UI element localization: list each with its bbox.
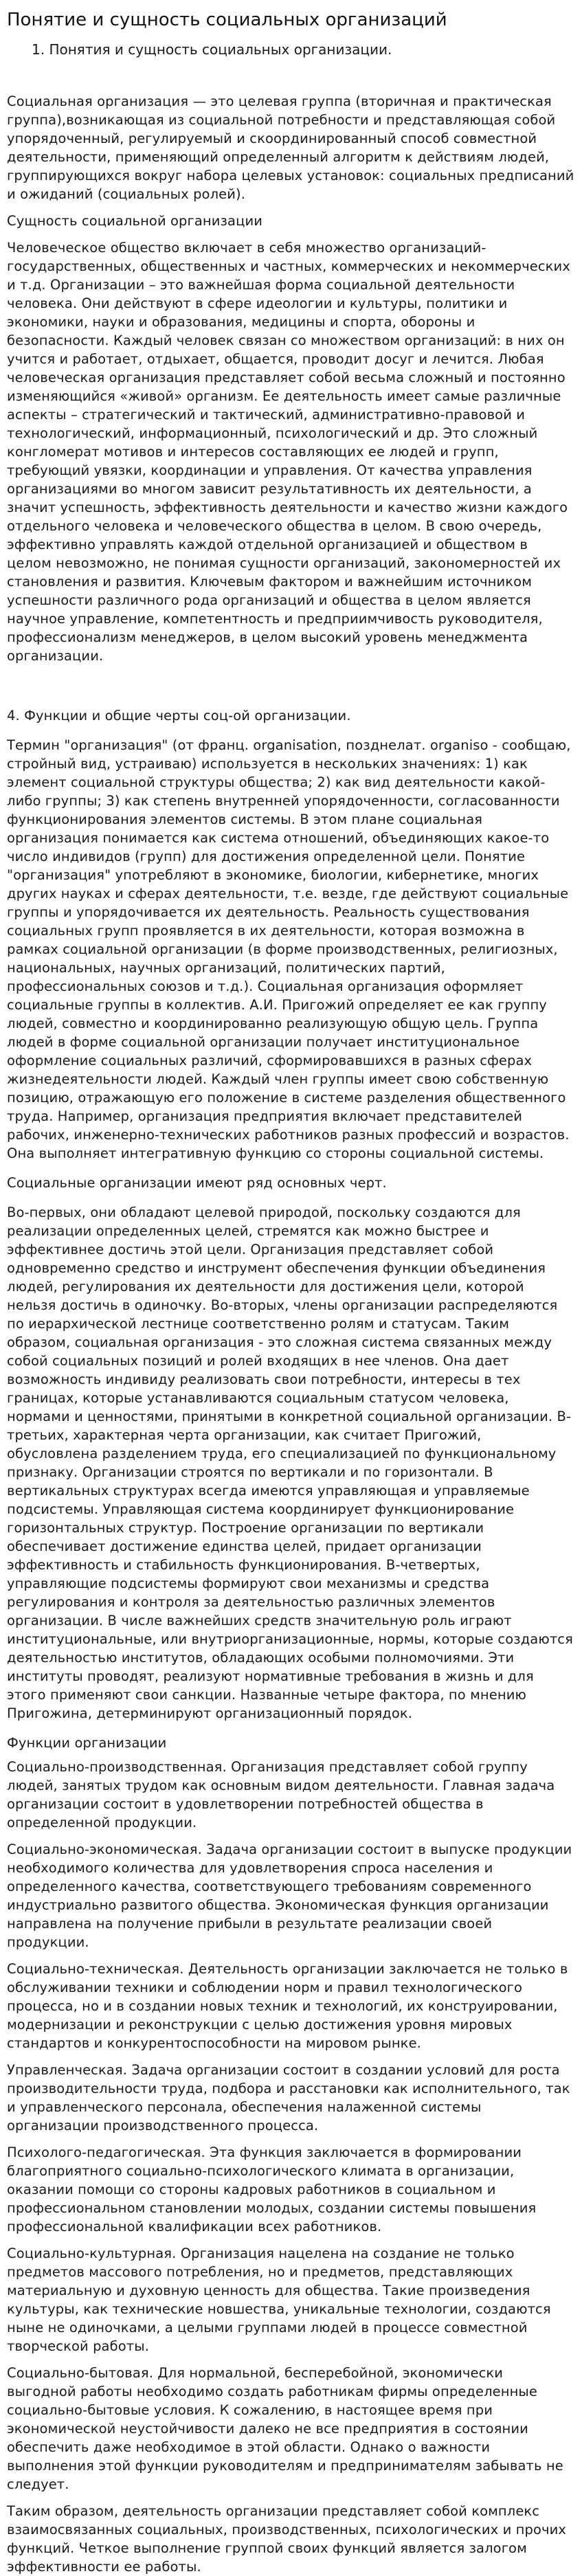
function-psychological: Психолого-педагогическая. Эта функция заключается в формировании благоприятного социально-психологического климата в организации, оказании помощи со стороны кадровых работников в социальном и профессиональном становлении молодых, создании системы повышения профессиональной квалификации всех работников. bbox=[7, 2144, 537, 2235]
function-technical: Социально-техническая. Деятельность организации заключается не только в обслуживании техники и соблюдении норм и правил технологического процесса, но и в создании новых техник и технологий, их конструировании, модернизации и реконструкции с целью достижения уровня мировых стандартов и конкурентоспособности на мировом рынке. bbox=[7, 1961, 568, 2051]
term-paragraph: Термин "организация" (от франц. organisation, позднелат. organiso - сообщаю, стройный вид, устраиваю) используется в нескольких значениях: 1) как элемент социальной структуры общества; 2) как вид деятельности какой-либо группы; 3) как степень внутренней упорядоченности, согласованности функционирования элементов системы. В этом плане социальная организация понимается как система отношений, объединяющих какое-то число индивидов (групп) для достижения определенной цели. Понятие "организация" употребляют в экономике, биологии, кибернетике, многих других науках и сферах деятельности, т.е. везде, где действуют социальные группы и упорядочивается их деятельность. Реальность существования социальных групп проявляется в их деятельности, которая возможна в рамках социальной организации (в форме производственных, религиозных, национальных, научных организаций, политических партий, профессиональных союзов и т.д.). Социальная организация оформляет социальные группы в коллектив. А.И. Пригожий определяет ее как группу людей, совместно и координированно реализующую общую цель. Группа людей в форме социальной организации получает институциональное оформление социальных различий, сформировавшихся в разных сферах жизнедеятельности людей. Каждый член группы имеет свою собственную позицию, отражающую его положение в системе разделения общественного труда. Например, организация предприятия включает представителей рабочих, инженерно-технических работников разных профессий и возрастов. Она выполняет интегративную функцию со стороны социальной системы. bbox=[7, 737, 571, 1161]
toc-item: 1. Понятия и сущность социальных организации. bbox=[32, 41, 392, 58]
function-economic: Социально-экономическая. Задача организации состоит в выпуске продукции необходимого количества для удовлетворения спроса населения и определенного качества, соответствующего требованиям современного индустриально развитого общества. Экономическая функция организации направлена на получение прибыли в результате реализации своей продукции. bbox=[7, 1841, 572, 1950]
functions-heading: Функции организации bbox=[7, 1735, 167, 1751]
function-management: Управленческая. Задача организации состоит в создании условий для роста производительности труда, подбора и расстановки как исполнительного, так и управленческого персонала, обеспечения налаженной системы организации производственного процесса. bbox=[7, 2062, 570, 2133]
essence-paragraph: Человеческое общество включает в себя множество организаций- государственных, общественных и частных, коммерческих и некоммерческих и т.д. Организации – это важнейшая форма социальной деятельности человека. Они действуют в сфере идеологии и культуры, политики и экономики, науки и образования, медицины и спорта, обороны и безопасности. Каждый человек связан со множеством организаций: в них он учится и работает, отдыхает, общается, проводит досуг и лечится. Любая человеческая организация представляет собой весьма сложный и постоянно изменяющийся «живой» организм. Ее деятельность имеет самые различные аспекты – стратегический и тактический, административно-правовой и технологический, информационный, психологический и др. Это сложный конгломерат мотивов и интересов составляющих ее людей и групп, требующий увязки, координации и управления. От качества управления организациями во многом зависит результативность их деятельности, а значит успешность, эффективность деятельности и качество жизни каждого отдельного человека и человеческого общества в целом. В свою очередь, эффективно управлять каждой отдельной организацией и обществом в целом невозможно, не понимая сущности организаций, закономерностей их становления и развития. Ключевым фактором и важнейшим источником успешности различного рода организаций и общества в целом является научное управление, компетентность и предприимчивость руководителя, профессионализм менеджеров, в целом высокий уровень менеджмента организации. bbox=[7, 240, 570, 664]
definition-paragraph: Социальная организация — это целевая группа (вторичная и практическая группа),возникающая из социальной потребности и представляющая собой упорядоченный, регулируемый и скоординированный способ совместной деятельности, применяющий определенный алгоритм к действиям людей, группирующихся вокруг набора целевых установок: социальных предписаний и ожиданий (социальных ролей). bbox=[7, 93, 574, 202]
section-4-heading: 4. Функции и общие черты соц-ой организации. bbox=[7, 708, 351, 724]
conclusion-paragraph: Таким образом, деятельность организации представляет собой комплекс взаимосвязанных социальных, производственных, психологических и прочих функций. Четкое выполнение группой своих функций является залогом эффективности ее работы. bbox=[7, 2503, 567, 2575]
features-heading: Социальные организации имеют ряд основных черт. bbox=[7, 1175, 387, 1191]
document-title: Понятие и сущность социальных организаций bbox=[7, 10, 447, 30]
essence-heading: Сущность социальной организации bbox=[7, 213, 262, 229]
function-cultural: Социально-культурная. Организация нацелена на создание не только предметов массового потребления, но и предметов, представляющих материальную и духовную ценность для общества. Такие произведения культуры, как технические новшества, уникальные технологии, создаются ныне не одиночками, а целыми группами людей в процессе совместной творческой работы. bbox=[7, 2245, 551, 2354]
function-household: Социально-бытовая. Для нормальной, бесперебойной, экономически выгодной работы необходимо создать работникам фирмы определенные социально-бытовые условия. К сожалению, в настоящее время при экономической неустойчивости далеко не все предприятия в состоянии обеспечить даже необходимое в этой области. Однако о важности выполнения этой функции руководителям и предпринимателям забывать не следует. bbox=[7, 2365, 563, 2492]
function-production: Социально-производственная. Организация представляет собой группу людей, занятых трудом как основным видом деятельности. Главная задача организации состоит в удовлетворении потребностей общества в определенной продукции. bbox=[7, 1759, 555, 1830]
features-paragraph: Во-первых, они обладают целевой природой, поскольку создаются для реализации определенных целей, стремятся как можно быстрее и эффективнее достичь этой цели. Организация представляет собой одновременно средство и инструмент обеспечения функции объединения людей, регулирования их деятельности для достижения цели, которой нельзя достичь в одиночку. Во-вторых, члены организации распределяются по иерархической лестнице соответственно ролям и статусам. Таким образом, социальная организация - это сложная система связанных между собой социальных позиций и ролей входящих в нее членов. Она дает возможность индивиду реализовать свои потребности, интересы в тех границах, которые устанавливаются социальным статусом человека, нормами и ценностями, принятыми в конкретной социальной организации. В-третьих, характерная черта организации, как считает Пригожий, обусловлена разделением труда, его специализацией по функциональному признаку. Организации строятся по вертикали и по горизонтали. В вертикальных структурах всегда имеются управляющая и управляемые подсистемы. Управляющая система координирует функционирование горизонтальных структур. Построение организации по вертикали обеспечивает достижение единства целей, придает организации эффективность и стабильность функционирования. В-четвертых, управляющие подсистемы формируют свои механизмы и средства регулирования и контроля за деятельностью различных элементов организации. В числе важнейших средств значительную роль играют институциональные, или внутриорганизационные, нормы, которые создаются деятельностью институтов, обладающих особыми полномочиями. Эти институты проводят, реализуют нормативные требования в жизнь и для этого применяют свои санкции. Названные четыре фактора, по мнению Пригожина, детерминируют организационный порядок. bbox=[7, 1205, 573, 1721]
